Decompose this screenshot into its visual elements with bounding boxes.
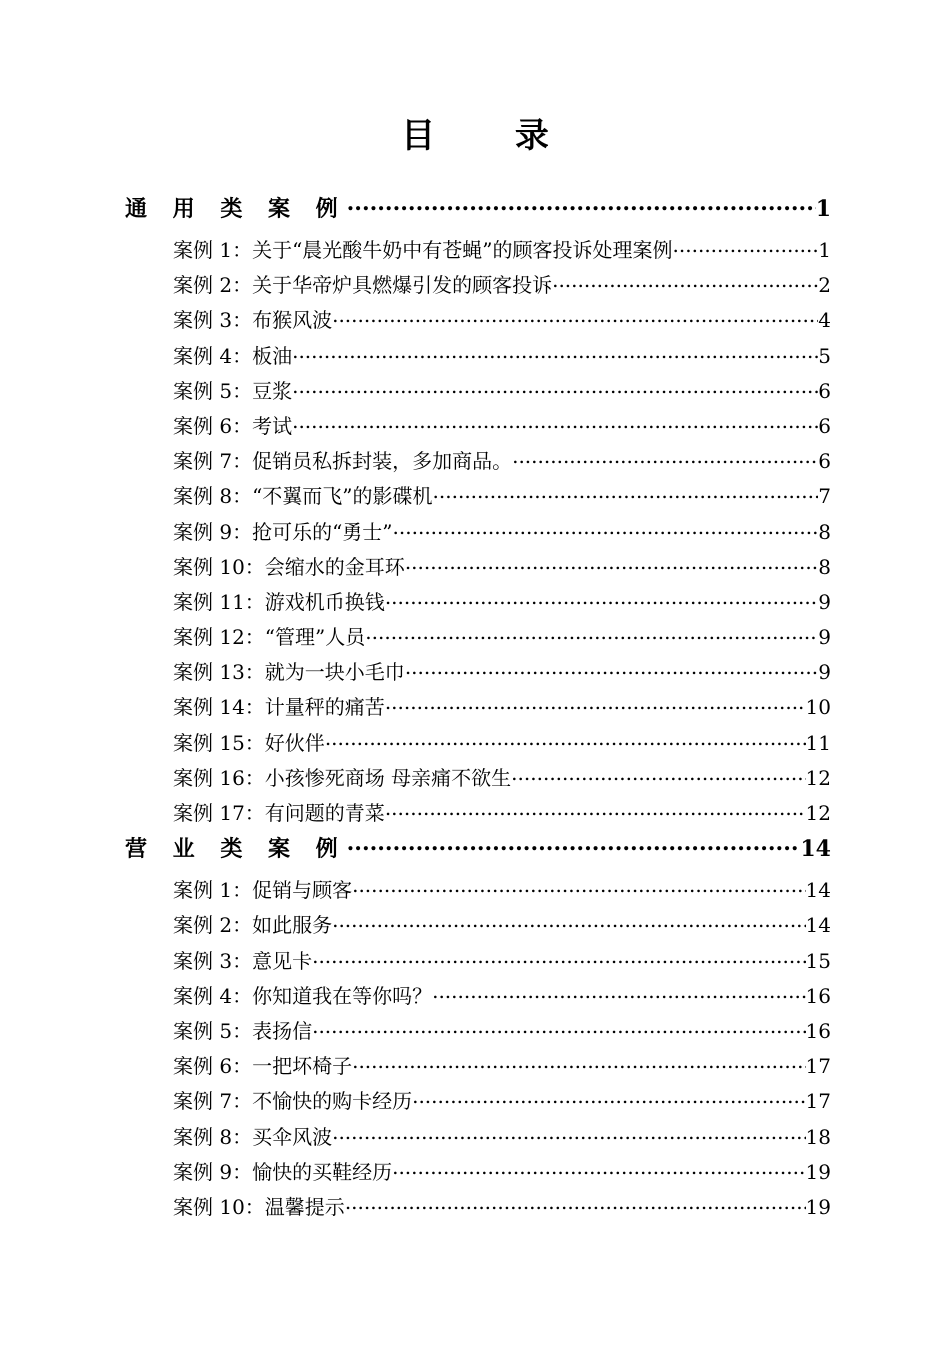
- dot-leader: [385, 692, 806, 714]
- entry-label: 案例 11：游戏机币换钱: [173, 586, 385, 615]
- entry-page-number: 11: [805, 730, 831, 755]
- entry-label: 案例 8：“不翼而飞”的影碟机: [173, 480, 433, 509]
- dot-leader: [512, 446, 818, 468]
- dot-leader: [393, 517, 819, 539]
- toc-entry[interactable]: [125, 1156, 831, 1191]
- entry-page-number: 19: [805, 1159, 831, 1184]
- entry-label: 案例 7：不愉快的购卡经历: [173, 1085, 412, 1114]
- dot-leader: [292, 341, 818, 363]
- entry-page-number: 12: [805, 801, 831, 825]
- entry-label: 案例 1：促销与顾客: [173, 874, 352, 903]
- entry-label: 案例 3：意见卡: [173, 945, 312, 974]
- entry-page-number: 6: [818, 378, 831, 403]
- dot-leader: [392, 1157, 805, 1179]
- toc-entry[interactable]: [125, 340, 831, 375]
- entry-page-number: 15: [805, 948, 831, 973]
- toc-entry[interactable]: [125, 727, 831, 762]
- dot-leader: [292, 376, 818, 398]
- entry-label: 案例 10：会缩水的金耳环: [173, 551, 405, 580]
- dot-leader: [347, 832, 801, 856]
- entry-label: 案例 2：关于华帝炉具燃爆引发的顾客投诉: [173, 269, 552, 298]
- toc-entry[interactable]: [125, 516, 831, 551]
- entry-label: 案例 5：表扬信: [173, 1015, 312, 1044]
- toc-entry[interactable]: [125, 269, 831, 304]
- toc-entry[interactable]: [125, 586, 831, 621]
- toc-entry[interactable]: [125, 1121, 831, 1156]
- section-page-number: 14: [800, 836, 831, 863]
- toc-entry[interactable]: [125, 980, 831, 1015]
- toc-entry[interactable]: [125, 234, 831, 269]
- section-title: 通 用 类 案 例: [125, 192, 347, 223]
- entry-label: 案例 9：愉快的买鞋经历: [173, 1156, 392, 1185]
- dot-leader: [312, 1016, 805, 1038]
- dot-leader: [412, 1086, 805, 1108]
- entry-label: 案例 8：买伞风波: [173, 1121, 332, 1150]
- entry-page-number: 10: [805, 695, 831, 720]
- entry-page-number: 1: [818, 238, 831, 262]
- dot-leader: [352, 875, 805, 897]
- entry-label: 案例 6：一把坏椅子: [173, 1050, 352, 1079]
- entry-label: 案例 6：考试: [173, 410, 292, 439]
- entry-label: 案例 10：温馨提示: [173, 1191, 345, 1220]
- entry-label: 案例 16：小孩惨死商场 母亲痛不欲生: [173, 762, 511, 791]
- toc-entry[interactable]: [125, 410, 831, 445]
- dot-leader: [345, 1192, 806, 1214]
- entry-label: 案例 14：计量秤的痛苦: [173, 691, 385, 720]
- entry-page-number: 6: [818, 413, 831, 438]
- dot-leader: [433, 481, 819, 503]
- dot-leader: [325, 728, 806, 750]
- toc-section-general[interactable]: [125, 192, 831, 234]
- toc-entry[interactable]: [125, 1191, 831, 1226]
- section-page-number: 1: [815, 196, 831, 222]
- entry-label: 案例 5：豆浆: [173, 375, 292, 404]
- entry-page-number: 8: [818, 519, 831, 544]
- entry-page-number: 7: [818, 484, 831, 509]
- entry-label: 案例 15：好伙伴: [173, 727, 325, 756]
- entry-label: 案例 17：有问题的青菜: [173, 797, 385, 826]
- toc-entry[interactable]: [125, 945, 831, 980]
- dot-leader: [312, 946, 805, 968]
- entry-label: 案例 13：就为一块小毛巾: [173, 656, 405, 685]
- entry-page-number: 14: [805, 878, 831, 903]
- entry-label: 案例 4：板油: [173, 340, 292, 369]
- dot-leader: [332, 1122, 805, 1144]
- toc-entry[interactable]: [125, 445, 831, 480]
- dot-leader: [552, 270, 818, 292]
- entry-page-number: 14: [805, 913, 831, 938]
- dot-leader: [432, 981, 805, 1003]
- dot-leader: [385, 798, 806, 820]
- toc-entry[interactable]: [125, 621, 831, 656]
- entry-page-number: 5: [818, 343, 831, 368]
- entry-label: 案例 1：关于“晨光酸牛奶中有苍蝇”的顾客投诉处理案例: [173, 234, 673, 263]
- entry-page-number: 9: [818, 589, 831, 614]
- entry-label: 案例 9：抢可乐的“勇士”: [173, 516, 393, 545]
- entry-label: 案例 4：你知道我在等你吗？: [173, 980, 432, 1009]
- toc-entry[interactable]: [125, 656, 831, 691]
- toc-entry[interactable]: [125, 375, 831, 410]
- entry-page-number: 9: [818, 625, 831, 650]
- entry-page-number: 2: [818, 273, 831, 298]
- toc-entry[interactable]: [125, 1085, 831, 1120]
- entry-label: 案例 3：布猴风波: [173, 304, 332, 333]
- dot-leader: [385, 587, 818, 609]
- toc-entry[interactable]: [125, 909, 831, 944]
- dot-leader: [673, 235, 819, 257]
- entry-page-number: 6: [818, 449, 831, 474]
- section-title: 营 业 类 案 例: [125, 832, 347, 863]
- dot-leader: [405, 657, 818, 679]
- toc-title: 目 录: [401, 116, 583, 156]
- entry-page-number: 19: [805, 1194, 831, 1219]
- entry-label: 案例 2：如此服务: [173, 909, 332, 938]
- toc-entry[interactable]: [125, 480, 831, 515]
- toc-entry[interactable]: [125, 551, 831, 586]
- entry-page-number: 9: [818, 660, 831, 685]
- dot-leader: [352, 1051, 805, 1073]
- entry-page-number: 12: [805, 765, 831, 790]
- entry-page-number: 16: [805, 983, 831, 1008]
- table-of-contents: [125, 192, 831, 1226]
- entry-page-number: 4: [818, 308, 831, 333]
- toc-entry[interactable]: [125, 874, 831, 909]
- toc-section-sales[interactable]: [125, 832, 831, 874]
- entry-page-number: 18: [805, 1124, 831, 1149]
- toc-entry[interactable]: [125, 1015, 831, 1050]
- entry-label: 案例 12：“管理”人员: [173, 621, 365, 650]
- dot-leader: [332, 910, 805, 932]
- dot-leader: [405, 552, 818, 574]
- toc-entry[interactable]: [125, 304, 831, 339]
- dot-leader: [365, 622, 818, 644]
- dot-leader: [347, 192, 816, 216]
- toc-entry[interactable]: [125, 797, 831, 832]
- entry-page-number: 16: [805, 1018, 831, 1043]
- entry-page-number: 17: [805, 1054, 831, 1079]
- toc-entry[interactable]: [125, 762, 831, 797]
- dot-leader: [292, 411, 818, 433]
- dot-leader: [332, 305, 818, 327]
- toc-entry[interactable]: [125, 1050, 831, 1085]
- entry-page-number: 17: [805, 1089, 831, 1114]
- toc-entry[interactable]: [125, 691, 831, 726]
- entry-page-number: 8: [818, 554, 831, 579]
- entry-label: 案例 7：促销员私拆封装，多加商品。: [173, 445, 512, 474]
- dot-leader: [511, 763, 805, 785]
